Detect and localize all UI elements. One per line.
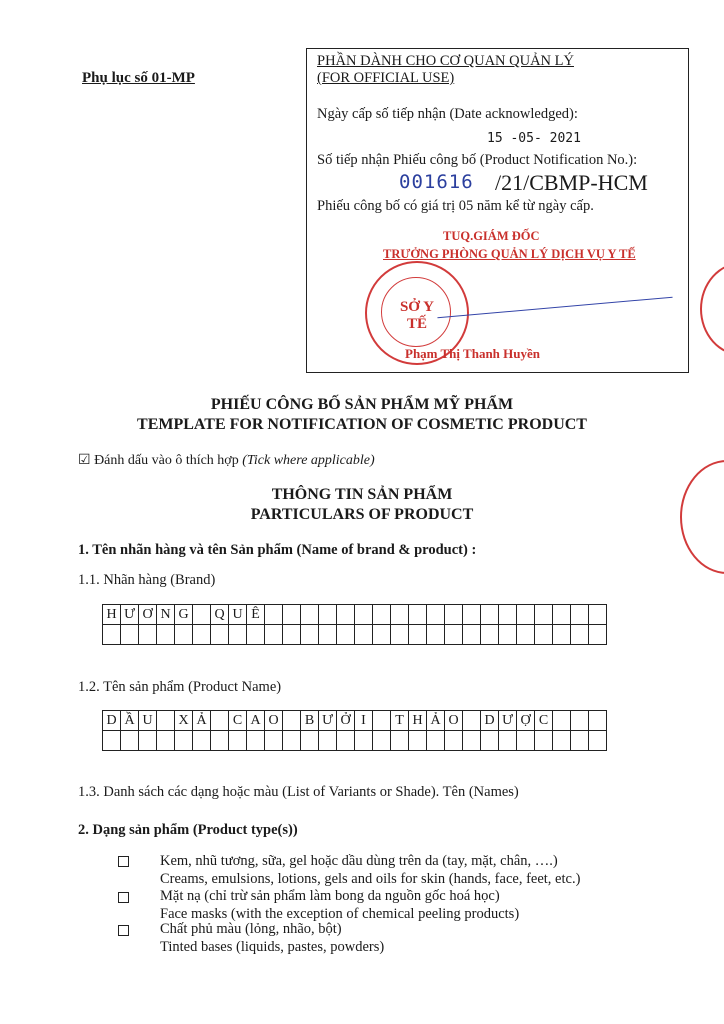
receipt-number-label: Số tiếp nhận Phiếu công bố (Product Notification No.): <box>317 152 638 168</box>
grid-cell <box>427 605 445 625</box>
grid-cell <box>499 625 517 645</box>
grid-cell <box>247 625 265 645</box>
grid-cell: Ư <box>499 711 517 731</box>
product-label: 1.2. Tên sản phẩm (Product Name) <box>78 679 282 695</box>
product-type-checkbox[interactable] <box>118 856 129 867</box>
grid-cell <box>211 625 229 645</box>
grid-cell <box>481 625 499 645</box>
grid-cell: A <box>247 711 265 731</box>
receipt-number: 001616 <box>399 171 474 193</box>
date-acknowledged-value: 15 -05- 2021 <box>487 131 581 146</box>
grid-cell <box>229 731 247 751</box>
grid-cell: Q <box>211 605 229 625</box>
grid-cell <box>535 731 553 751</box>
grid-cell: U <box>139 711 157 731</box>
grid-cell <box>337 605 355 625</box>
form-title-en: TEMPLATE FOR NOTIFICATION OF COSMETIC PRODUCT <box>137 416 587 433</box>
grid-cell <box>373 625 391 645</box>
product-type-option-vi: Mặt nạ (chỉ trừ sản phẩm làm bong da nguồn gốc hoá học) <box>160 888 500 904</box>
grid-cell <box>373 731 391 751</box>
grid-cell: Ở <box>337 711 355 731</box>
stamp-text: SỞ Y TẾ <box>399 299 435 332</box>
grid-cell <box>589 731 607 751</box>
grid-cell: B <box>301 711 319 731</box>
signer-title: TUQ.GIÁM ĐỐC <box>443 229 540 243</box>
grid-cell <box>193 625 211 645</box>
validity-text: Phiếu công bố có giá trị 05 năm kể từ ngày cấp. <box>317 198 594 214</box>
particulars-title-vi: THÔNG TIN SẢN PHẨM <box>271 486 453 503</box>
grid-cell <box>211 731 229 751</box>
grid-cell <box>445 625 463 645</box>
grid-cell <box>571 625 589 645</box>
grid-cell <box>391 605 409 625</box>
grid-cell: Ầ <box>121 711 139 731</box>
product-type-option-vi: Chất phủ màu (lỏng, nhão, bột) <box>160 921 342 937</box>
grid-cell: C <box>535 711 553 731</box>
grid-cell: Ợ <box>517 711 535 731</box>
appendix-label: Phụ lục số 01-MP <box>82 70 195 86</box>
grid-cell: T <box>391 711 409 731</box>
signer-name: Phạm Thị Thanh Huyền <box>405 346 540 361</box>
grid-cell <box>391 731 409 751</box>
grid-cell <box>427 625 445 645</box>
grid-cell <box>175 731 193 751</box>
grid-cell <box>211 711 229 731</box>
grid-cell: O <box>265 711 283 731</box>
grid-cell <box>445 605 463 625</box>
grid-cell <box>553 605 571 625</box>
grid-cell <box>139 731 157 751</box>
grid-cell <box>481 605 499 625</box>
official-heading-en: (FOR OFFICIAL USE) <box>317 70 455 86</box>
grid-cell <box>319 731 337 751</box>
grid-cell <box>553 711 571 731</box>
grid-cell <box>553 731 571 751</box>
official-use-box <box>306 48 689 373</box>
grid-cell: D <box>481 711 499 731</box>
grid-cell <box>463 731 481 751</box>
partial-seal-icon <box>700 262 724 356</box>
grid-cell <box>337 625 355 645</box>
grid-cell <box>535 605 553 625</box>
grid-cell <box>499 731 517 751</box>
checkbox-checked-icon: ☑ <box>78 453 91 468</box>
grid-cell <box>499 605 517 625</box>
grid-cell <box>355 731 373 751</box>
grid-cell <box>157 711 175 731</box>
grid-cell: Ả <box>427 711 445 731</box>
grid-cell: H <box>103 605 121 625</box>
grid-cell: Ư <box>319 711 337 731</box>
grid-cell <box>373 605 391 625</box>
signature-icon <box>437 297 672 319</box>
grid-cell <box>463 605 481 625</box>
grid-cell <box>373 711 391 731</box>
grid-cell <box>175 625 193 645</box>
variants-label: 1.3. Danh sách các dạng hoặc màu (List of Variants or Shade). Tên (Names) <box>78 784 519 800</box>
grid-cell <box>283 711 301 731</box>
official-heading-vi: PHẦN DÀNH CHO CƠ QUAN QUẢN LÝ <box>317 53 574 69</box>
grid-cell <box>517 605 535 625</box>
grid-cell <box>571 711 589 731</box>
grid-cell: D <box>103 711 121 731</box>
date-acknowledged-label: Ngày cấp số tiếp nhận (Date acknowledged): <box>317 106 578 122</box>
grid-cell <box>301 605 319 625</box>
grid-cell <box>355 625 373 645</box>
grid-cell <box>247 731 265 751</box>
grid-cell: N <box>157 605 175 625</box>
grid-cell <box>121 731 139 751</box>
grid-cell <box>571 731 589 751</box>
product-type-option-en: Creams, emulsions, lotions, gels and oils for skin (hands, face, feet, etc.) <box>160 871 581 887</box>
grid-cell: X <box>175 711 193 731</box>
grid-cell <box>445 731 463 751</box>
brand-label: 1.1. Nhãn hàng (Brand) <box>78 572 216 588</box>
product-type-option-en: Face masks (with the exception of chemical peeling products) <box>160 906 520 922</box>
grid-cell <box>265 605 283 625</box>
product-type-checkbox[interactable] <box>118 925 129 936</box>
grid-cell <box>481 731 499 751</box>
grid-cell: G <box>175 605 193 625</box>
grid-cell <box>553 625 571 645</box>
grid-cell <box>319 605 337 625</box>
grid-cell <box>139 625 157 645</box>
grid-cell <box>427 731 445 751</box>
grid-cell: Ư <box>121 605 139 625</box>
grid-cell: Ê <box>247 605 265 625</box>
grid-cell <box>157 731 175 751</box>
grid-cell <box>409 605 427 625</box>
section1-heading: 1. Tên nhãn hàng và tên Sản phẩm (Name of brand & product) : <box>78 542 477 558</box>
grid-cell: Ơ <box>139 605 157 625</box>
product-type-checkbox[interactable] <box>118 892 129 903</box>
grid-cell: C <box>229 711 247 731</box>
grid-cell <box>301 731 319 751</box>
grid-cell <box>463 711 481 731</box>
grid-cell: O <box>445 711 463 731</box>
grid-cell <box>517 731 535 751</box>
grid-cell <box>283 731 301 751</box>
grid-cell <box>283 625 301 645</box>
grid-cell: I <box>355 711 373 731</box>
grid-cell <box>229 625 247 645</box>
tick-note-en: (Tick where applicable) <box>242 453 375 468</box>
section2-heading: 2. Dạng sản phẩm (Product type(s)) <box>78 822 298 838</box>
grid-cell <box>337 731 355 751</box>
grid-cell <box>535 625 553 645</box>
grid-cell <box>589 625 607 645</box>
grid-cell <box>157 625 175 645</box>
signer-department: TRƯỞNG PHÒNG QUẢN LÝ DỊCH VỤ Y TẾ <box>383 247 636 261</box>
grid-cell <box>409 625 427 645</box>
grid-cell <box>391 625 409 645</box>
grid-cell <box>265 625 283 645</box>
grid-cell: H <box>409 711 427 731</box>
tick-note <box>78 452 375 469</box>
grid-cell <box>103 625 121 645</box>
tick-note-vi: Đánh dấu vào ô thích hợp <box>94 453 239 468</box>
grid-cell <box>463 625 481 645</box>
grid-cell <box>355 605 373 625</box>
grid-cell <box>193 731 211 751</box>
product-type-option-en: Tinted bases (liquids, pastes, powders) <box>160 939 385 955</box>
grid-cell <box>319 625 337 645</box>
grid-cell <box>103 731 121 751</box>
particulars-title-en: PARTICULARS OF PRODUCT <box>250 506 474 523</box>
grid-cell: U <box>229 605 247 625</box>
grid-cell <box>121 625 139 645</box>
brand-grid <box>102 604 607 645</box>
grid-cell <box>193 605 211 625</box>
grid-cell <box>517 625 535 645</box>
grid-cell <box>409 731 427 751</box>
grid-cell: Ả <box>193 711 211 731</box>
grid-cell <box>571 605 589 625</box>
form-title-vi: PHIẾU CÔNG BỐ SẢN PHẨM MỸ PHẨM <box>210 396 514 413</box>
grid-cell <box>589 605 607 625</box>
grid-cell <box>301 625 319 645</box>
receipt-number-suffix: /21/CBMP-HCM <box>495 170 648 195</box>
product-name-grid <box>102 710 607 751</box>
product-type-option-vi: Kem, nhũ tương, sữa, gel hoặc dầu dùng trên da (tay, mặt, chân, ….) <box>160 853 558 869</box>
grid-cell <box>589 711 607 731</box>
grid-cell <box>265 731 283 751</box>
grid-cell <box>283 605 301 625</box>
